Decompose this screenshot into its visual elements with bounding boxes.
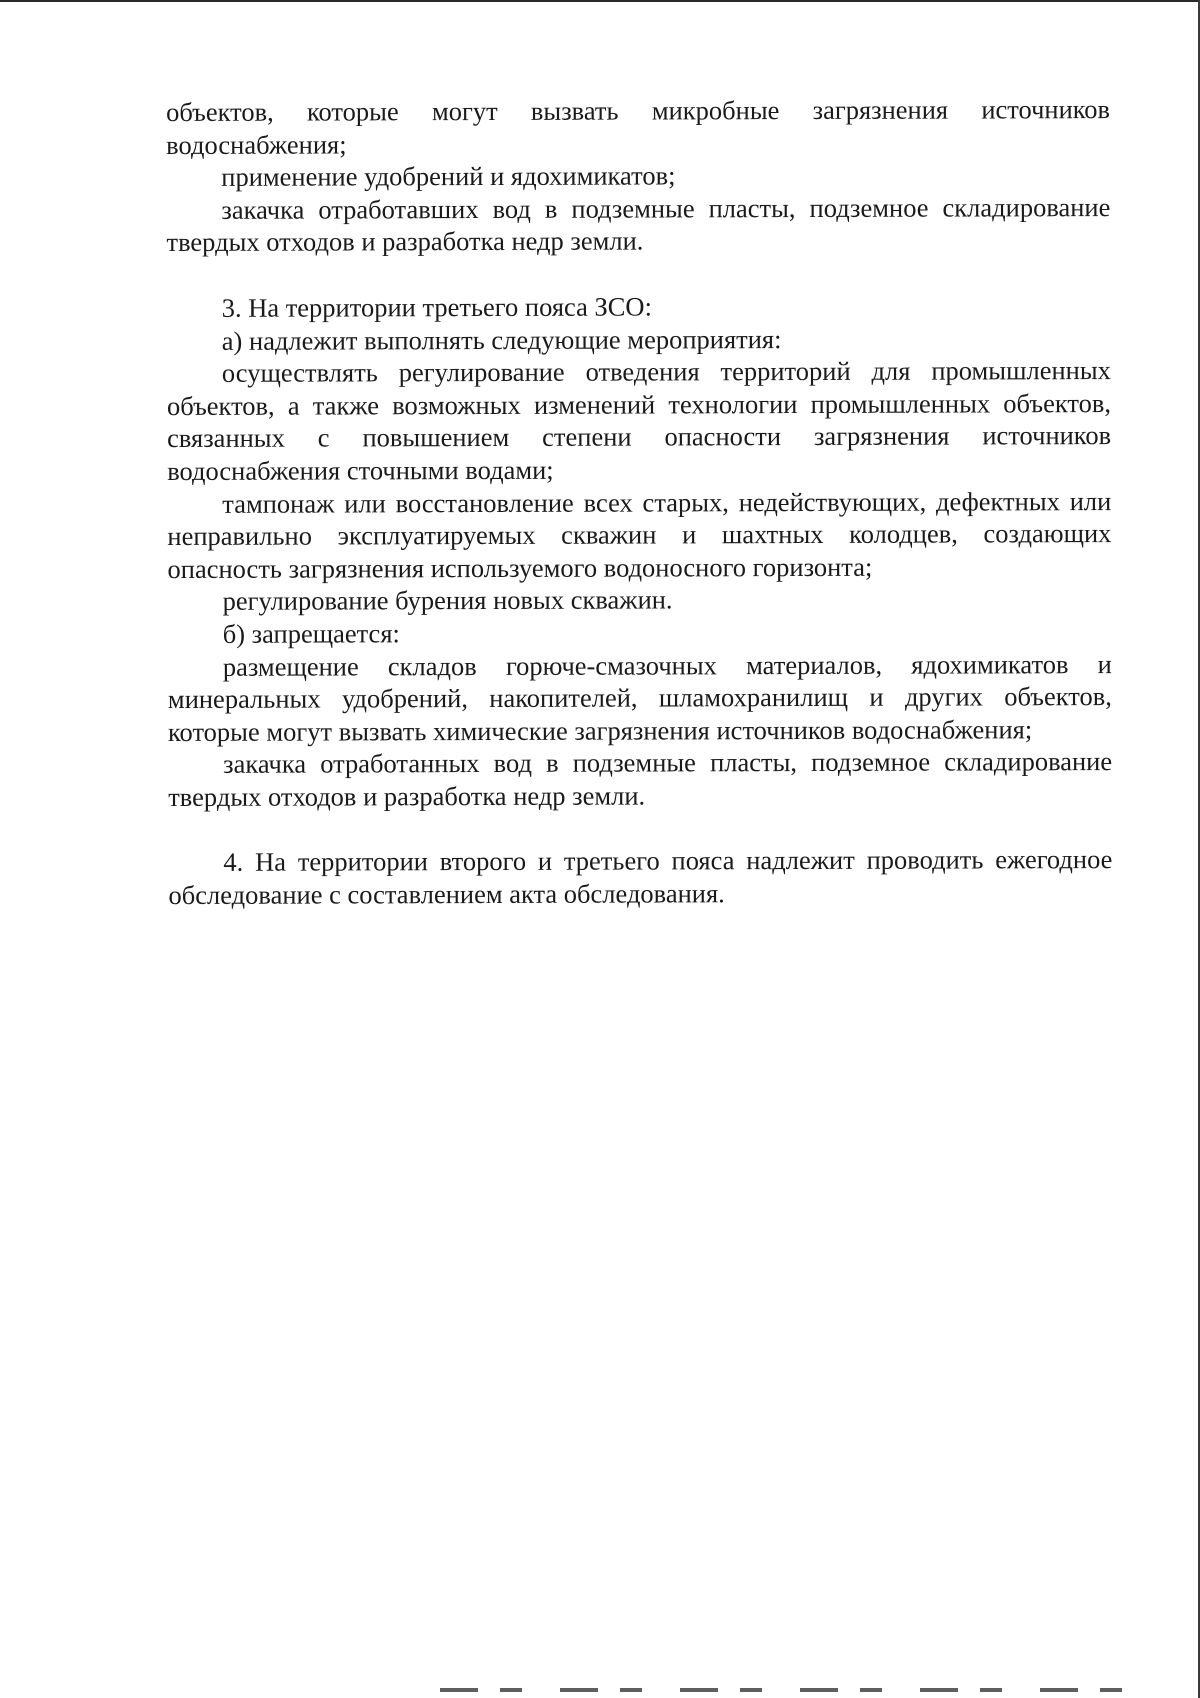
paragraph-gap xyxy=(168,810,1112,846)
subsection-b: б) запрещается: xyxy=(222,618,400,649)
scan-edge-top xyxy=(0,0,1200,2)
paragraph-well-plugging: тампонаж или восстановление всех старых, недействующих, дефектных или неправильно эксплуатируемых скважин и шахтных колодцев, создающих опасность загрязнения используемого водоносного горизонта; xyxy=(167,485,1112,584)
paragraph-fertilizers: применение удобрений и ядохимикатов; xyxy=(221,160,676,193)
document-body xyxy=(166,93,1113,912)
scan-edge-bottom xyxy=(440,1688,1160,1692)
section-heading-4: 4. На территории второго и третьего пояса надлежит проводить ежегодное обследование с составлением акта обследования. xyxy=(168,844,1113,911)
section-heading-3: 3. На территории третьего пояса ЗСО: xyxy=(221,291,652,323)
paragraph-storage-prohibition: размещение складов горюче-смазочных материалов, ядохимикатов и минеральных удобрений, накопителей, шламохранилищ и других объектов, которые могут вызвать химические загрязнения источников водоснабжения; xyxy=(167,648,1112,747)
paragraph-injection-third-zone: закачка отработанных вод в подземные пласты, подземное складирование твердых отходов и разработка недр земли. xyxy=(168,746,1113,812)
paragraph-injection-second-zone: закачка отработавших вод в подземные пласты, подземное складирование твердых отходов и разработка недр земли. xyxy=(166,191,1111,258)
paragraph-gap xyxy=(167,256,1111,292)
paragraph-drilling-regulation: регулирование бурения новых скважин. xyxy=(222,584,673,617)
paragraph-continuation: объектов, которые могут вызвать микробные загрязнения источников водоснабжения; xyxy=(166,94,1111,160)
paragraph-territory-regulation: осуществлять регулирование отведения территорий для промышленных объектов, а также возможных изменений технологии промышленных объектов, связанных с повышением степени опасности загрязнения источников водоснабжения сточными водами; xyxy=(166,355,1112,486)
subsection-a: а) надлежит выполнять следующие мероприятия: xyxy=(221,323,782,356)
